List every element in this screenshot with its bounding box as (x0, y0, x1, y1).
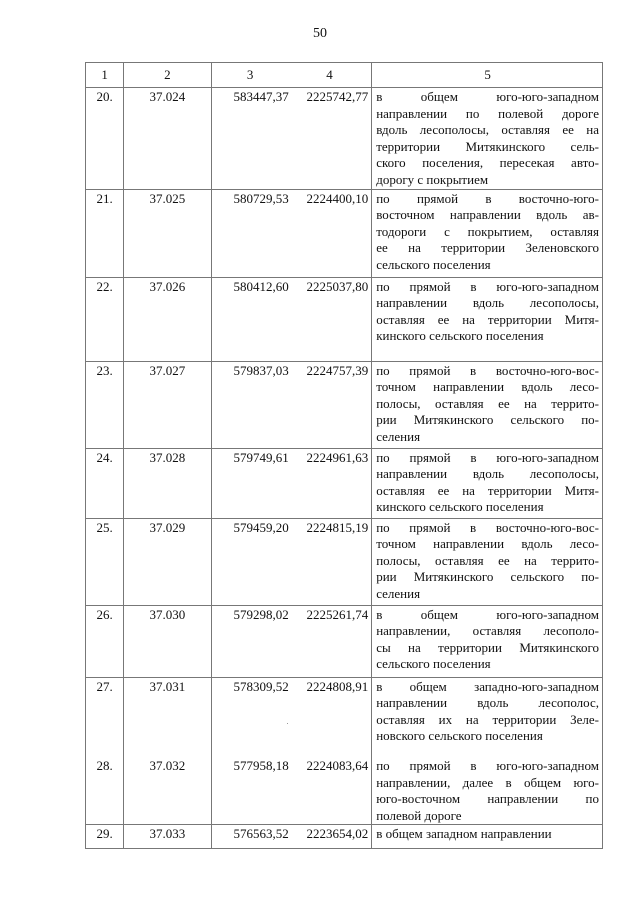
description-line: в общем юго-юго-западном (376, 606, 599, 622)
table-row (86, 677, 603, 757)
point-code: 37.028 (124, 448, 211, 518)
table-header-row (86, 63, 603, 88)
row-number: 29. (86, 825, 124, 849)
row-number: 27. (86, 677, 124, 757)
coordinate-y: 2224961,63 (291, 448, 372, 518)
point-code: 37.025 (124, 189, 211, 277)
row-number: 22. (86, 277, 124, 361)
table-row (86, 605, 603, 677)
row-number: 28. (86, 757, 124, 825)
row-number: 26. (86, 605, 124, 677)
description-line: территории Митякинского сель- (376, 138, 599, 154)
coordinate-y: 2225742,77 (291, 88, 372, 190)
description-line: направлении вдоль лесополосы, (376, 466, 599, 482)
description-line: полосы, оставляя ее на террито- (376, 395, 599, 411)
route-description (372, 677, 603, 757)
description-line: по прямой в юго-юго-западном (376, 278, 599, 294)
point-code: 37.031 (124, 677, 211, 757)
description-line: рии Митякинского сельского по- (376, 412, 599, 428)
description-line: оставляя ее на территории Митя- (376, 482, 599, 498)
description-line: направлении по полевой дороге (376, 105, 599, 121)
point-code: 37.033 (124, 825, 211, 849)
description-line: по прямой в юго-юго-западном (376, 449, 599, 465)
description-line: полевой дороге (376, 807, 462, 823)
table-row (86, 757, 603, 825)
coordinate-x: 579837,03 (211, 361, 291, 448)
description-line: оставляя ее на территории Митя- (376, 311, 599, 327)
scan-speck (287, 723, 288, 724)
description-line: сы на территории Митякинского (376, 639, 599, 655)
coordinate-y: 2224808,91 (291, 677, 372, 757)
description-line: направлении, далее в общем юго- (376, 774, 599, 790)
coordinate-x: 579749,61 (211, 448, 291, 518)
table-row (86, 88, 603, 190)
table-row (86, 825, 603, 849)
route-description (372, 757, 603, 825)
point-code: 37.026 (124, 277, 211, 361)
coordinate-x: 577958,18 (211, 757, 291, 825)
coordinate-x: 578309,52 (211, 677, 291, 757)
description-line: в общем западном направлении (376, 826, 552, 842)
coordinate-y: 2224400,10 (291, 189, 372, 277)
description-line: кинского сельского поселения (376, 328, 544, 344)
description-line: селения (376, 428, 421, 444)
point-code: 37.029 (124, 518, 211, 605)
description-line: точном направлении вдоль лесо- (376, 536, 599, 552)
description-line: по прямой в юго-юго-западном (376, 758, 599, 774)
coordinate-x: 583447,37 (211, 88, 291, 190)
coordinate-y: 2225037,80 (291, 277, 372, 361)
point-code: 37.027 (124, 361, 211, 448)
description-line: селения (376, 585, 421, 601)
point-code: 37.032 (124, 757, 211, 825)
description-line: по прямой в восточно-юго- (376, 190, 599, 206)
description-line: в общем юго-юго-западном (376, 89, 599, 104)
description-line: рии Митякинского сельского по- (376, 569, 599, 585)
description-line: тодороги с покрытием, оставляя (376, 223, 599, 239)
description-line: направлении вдоль лесополос, (376, 695, 599, 711)
description-line: в общем западно-юго-западном (376, 678, 599, 694)
coordinate-y: 2223654,02 (291, 825, 372, 849)
description-line: точном направлении вдоль лесо- (376, 379, 599, 395)
description-line: направлении вдоль лесополосы, (376, 295, 599, 311)
coordinate-y: 2224757,39 (291, 361, 372, 448)
page-number: 50 (313, 26, 327, 41)
description-line: дорогу с покрытием (376, 171, 489, 187)
coordinate-y: 2224083,64 (291, 757, 372, 825)
description-line: юго-восточном направлении по (376, 791, 599, 807)
table-row (86, 189, 603, 277)
route-description (372, 518, 603, 605)
coordinate-x: 579459,20 (211, 518, 291, 605)
description-line: новского сельского поселения (376, 728, 543, 744)
description-line: кинского сельского поселения (376, 499, 544, 515)
table-row (86, 361, 603, 448)
point-code: 37.030 (124, 605, 211, 677)
coordinate-x: 579298,02 (211, 605, 291, 677)
coordinate-y: 2225261,74 (291, 605, 372, 677)
description-line: сельского поселения (376, 656, 491, 672)
description-line: ского поселения, пересекая авто- (376, 155, 599, 171)
description-line: восточном направлении вдоль ав- (376, 207, 599, 223)
row-number: 20. (86, 88, 124, 190)
description-line: полосы, оставляя ее на террито- (376, 552, 599, 568)
row-number: 24. (86, 448, 124, 518)
coordinate-x: 580729,53 (211, 189, 291, 277)
header-col-1: 1 (86, 63, 124, 88)
boundary-points-table (85, 62, 603, 849)
route-description (372, 88, 603, 190)
coordinate-x: 576563,52 (211, 825, 291, 849)
route-description (372, 825, 603, 849)
row-number: 25. (86, 518, 124, 605)
table-row (86, 277, 603, 361)
description-line: ее на территории Зеленовского (376, 240, 599, 256)
table-row (86, 448, 603, 518)
coordinate-x: 580412,60 (211, 277, 291, 361)
table-row (86, 518, 603, 605)
row-number: 23. (86, 361, 124, 448)
route-description (372, 189, 603, 277)
description-line: оставляя их на территории Зеле- (376, 711, 599, 727)
header-col-5: 5 (372, 63, 603, 88)
header-col-4: 4 (291, 63, 372, 88)
description-line: по прямой в восточно-юго-вос- (376, 519, 599, 535)
header-col-2: 2 (124, 63, 211, 88)
description-line: сельского поселения (376, 256, 491, 272)
route-description (372, 448, 603, 518)
description-line: по прямой в восточно-юго-вос- (376, 362, 599, 378)
route-description (372, 277, 603, 361)
coordinate-y: 2224815,19 (291, 518, 372, 605)
description-line: направлении, оставляя лесополо- (376, 623, 599, 639)
description-line: вдоль лесополосы, оставляя ее на (376, 122, 599, 138)
row-number: 21. (86, 189, 124, 277)
header-col-3: 3 (211, 63, 291, 88)
point-code: 37.024 (124, 88, 211, 190)
route-description (372, 605, 603, 677)
route-description (372, 361, 603, 448)
